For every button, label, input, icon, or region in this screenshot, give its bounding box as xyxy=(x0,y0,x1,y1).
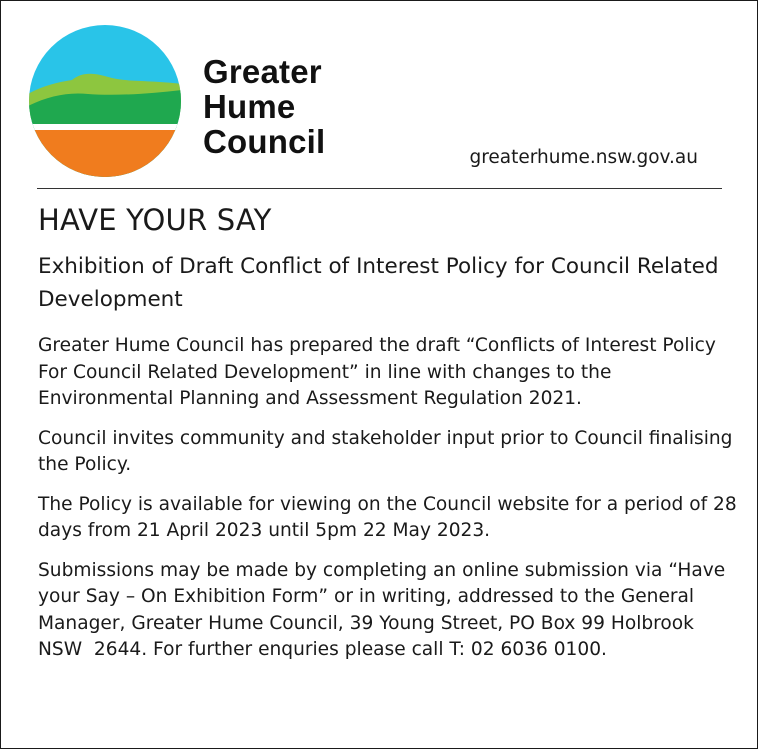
header-divider xyxy=(37,188,722,189)
notice-paragraph: Council invites community and stakeholder input prior to Council finalising the Policy. xyxy=(38,427,733,475)
organisation-name-line: Greater xyxy=(203,53,322,90)
website-link[interactable]: greaterhume.nsw.gov.au xyxy=(469,147,698,168)
notice-paragraph: Submissions may be made by completing an online submission via “Have your Say – On Exhibition Form” or in writing, addressed to the General Manager, Greater Hume Council, 39 Young Street, PO Box 99 Holbrook NSW 2644. For further enquries please call T: 02 6036 0100. xyxy=(38,559,726,660)
organisation-name xyxy=(203,54,325,159)
organisation-name-line: Council xyxy=(203,123,326,160)
notice-subheading: Exhibition of Draft Conflict of Interest Policy for Council Related Development xyxy=(38,254,719,312)
notice-body xyxy=(38,333,738,664)
notice-heading: HAVE YOUR SAY xyxy=(38,203,272,237)
notice-paragraph: Greater Hume Council has prepared the draft “Conflicts of Interest Policy For Council Related Development” in line with changes to the Environmental Planning and Assessment Regulation 2021. xyxy=(38,335,716,409)
council-logo-icon xyxy=(28,24,182,178)
notice-paragraph: The Policy is available for viewing on the Council website for a period of 28 days from 21 April 2023 until 5pm 22 May 2023. xyxy=(38,493,737,541)
organisation-name-line: Hume xyxy=(203,88,296,125)
